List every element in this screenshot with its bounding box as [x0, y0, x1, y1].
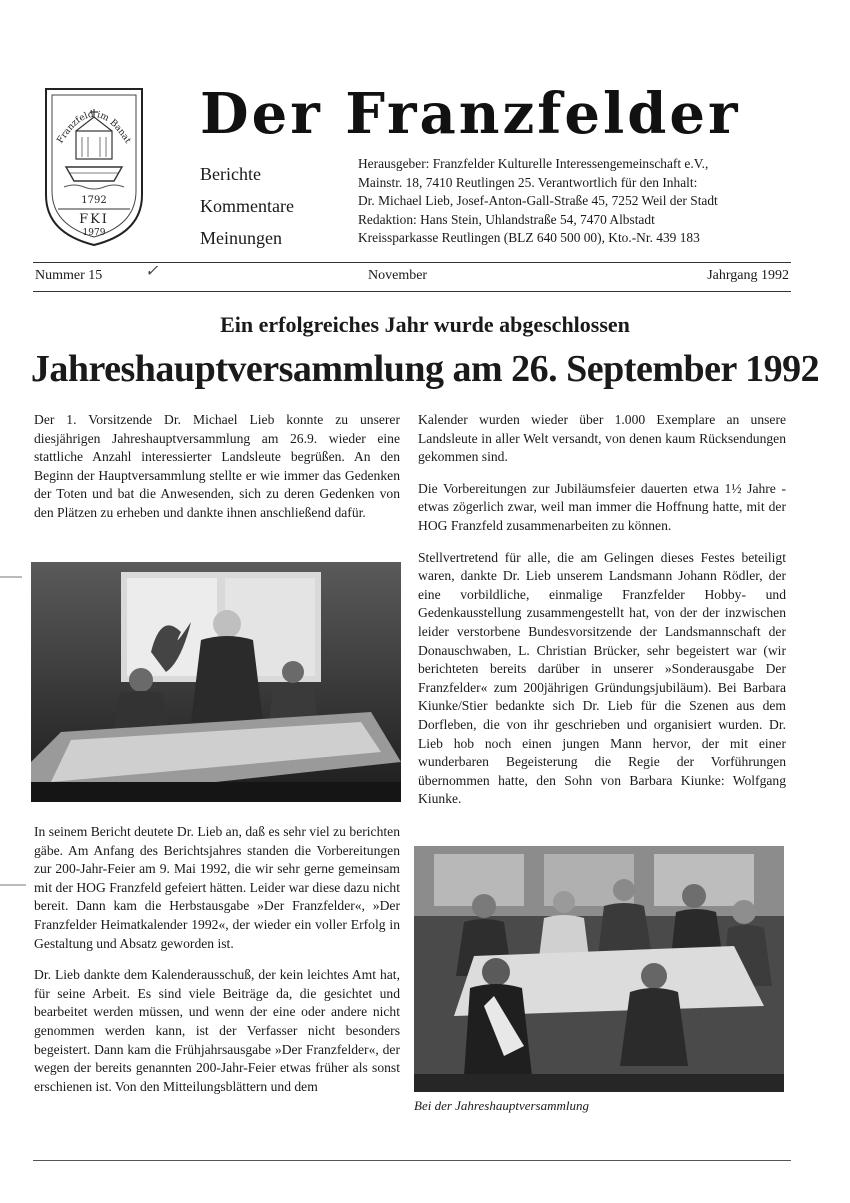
- masthead-title: Der Franzfelder: [200, 81, 741, 147]
- scan-mark: [0, 576, 22, 578]
- svg-text:FKI: FKI: [79, 212, 109, 227]
- paragraph: Stellvertretend für alle, die am Gelingen dieses Festes beteiligt waren, dankte Dr. Lieb unserem Landsmann Johann Rödler, der eine vorbildliche, einmalige Franzfelder Hobby- und Gedenkausstellung zusammengestellt hat, von der der inzwischen leider verstorbene Bundesvorsitzende der Landsmannschaft der Donauschwaben, L. Christian Brücker, sehr begeistert war (wir berichteten bereits darüber in unserer »Sonderausgabe Der Franzfelder« zum 200jährigen Gründungsjubiläum). Bei Barbara Kiunke/Stier bedankte sich Dr. Lieb für die Szenen aus dem Dorfleben, die von ihr geschrieben und organisiert wurden. Dr. Lieb hob noch einen jungen Mann hervor, der mit einer wunderbaren Begeisterung die Regie der Vorführungen übernommen hatte, den Sohn von Barbara Kiunke: Wolfgang Kiunke.: [418, 549, 786, 807]
- article-column-right: [418, 411, 786, 822]
- meeting-photo-speaker: [31, 562, 401, 802]
- svg-text:1792: 1792: [81, 195, 107, 206]
- article-kicker: Ein erfolgreiches Jahr wurde abgeschlossen: [220, 312, 630, 337]
- handwritten-checkmark-icon: ✓: [145, 263, 159, 280]
- tagline: [200, 158, 350, 254]
- publisher-line: Redaktion: Hans Stein, Uhlandstraße 54, 7470 Albstadt: [358, 211, 655, 227]
- paragraph: Der 1. Vorsitzende Dr. Michael Lieb konnte zu unserer diesjährigen Jahreshauptversammlung am 26.9. wieder eine stattliche Anzahl interessierter Landsleute begrüßen. An den Beginn der Hauptversammlung stellte er wie immer das Gedenken der Toten und bat die Anwesenden, sich zu deren Gedenken von den Plätzen zu erheben und dankte ihnen anschließend dafür.: [34, 412, 400, 520]
- paragraph: In seinem Bericht deutete Dr. Lieb an, daß es sehr viel zu berichten gäbe. Am Anfang des Berichtsjahres standen die Vorbereitungen zur 200-Jahr-Feier am 9. Mai 1992, die wir sehr gerne gemeinsam mit der HOG Franzfeld gefeiert hätten. Leider war diese dazu nicht bereit. Dann kam die Herbstausgabe »Der Franzfelder«, »Der Franzfelder Heimatkalender 1992«, der wieder ein voller Erfolg in Gestaltung und Absatz geworden ist.: [34, 824, 400, 951]
- article-headline: Jahreshauptversammlung am 26. September 1992: [30, 348, 820, 390]
- article-column-left-bottom: [34, 823, 400, 1109]
- coat-of-arms-logo: [40, 83, 148, 249]
- paragraph: Dr. Lieb dankte dem Kalenderausschuß, der kein leichtes Amt hat, für seine Arbeit. Es sind viele Beiträge da, die gesichtet und bearbeitet werden müssen, und wenn der eine oder andere nicht genommen werden kann, ist der Verfasser nicht besonders begeistert. Dann kam die Frühjahrsausgabe »Der Franzfelder«, der wegen der bereits genannten 200-Jahr-Feier etwas früher als sonst erschienen ist. Von den Mitteilungsblättern und dem: [34, 967, 400, 1094]
- publisher-line: Kreissparkasse Reutlingen (BLZ 640 500 00), Kto.-Nr. 439 183: [358, 230, 700, 245]
- scan-mark: [0, 884, 26, 886]
- issue-year: Jahrgang 1992: [707, 268, 789, 283]
- publisher-info: [358, 155, 798, 248]
- paragraph: Die Vorbereitungen zur Jubiläumsfeier dauerten etwa 1½ Jahre - etwas zögerlich zwar, weil man immer die Hoffnung hatte, mit der HOG Franzfeld zusammenarbeiten zu können.: [418, 480, 786, 533]
- issue-bar: [33, 262, 791, 292]
- publisher-line: Herausgeber: Franzfelder Kulturelle Interessengemeinschaft e.V.,: [358, 156, 709, 171]
- paragraph: Kalender wurden wieder über 1.000 Exemplare an unsere Landsleute in aller Welt versandt, von denen kaum Rücksendungen gekommen sind.: [418, 412, 786, 465]
- svg-text:1979: 1979: [82, 228, 106, 238]
- tagline-line: Meinungen: [200, 228, 282, 248]
- publisher-line: Mainstr. 18, 7410 Reutlingen 25. Verantwortlich für den Inhalt:: [358, 174, 698, 190]
- tagline-line: Berichte: [200, 164, 261, 184]
- tagline-line: Kommentare: [200, 196, 294, 216]
- publisher-line: Dr. Michael Lieb, Josef-Anton-Gall-Straße 45, 7252 Weil der Stadt: [358, 193, 718, 208]
- meeting-photo-audience: [414, 846, 784, 1092]
- photo-caption: Bei der Jahreshauptversammlung: [414, 1098, 589, 1113]
- bottom-rule: [33, 1160, 791, 1161]
- issue-month: November: [368, 268, 428, 283]
- article-column-left-top: [34, 411, 400, 536]
- issue-number: Nummer 15: [35, 268, 103, 283]
- svg-text:Franzfeld im Banat: Franzfeld im Banat: [55, 109, 133, 146]
